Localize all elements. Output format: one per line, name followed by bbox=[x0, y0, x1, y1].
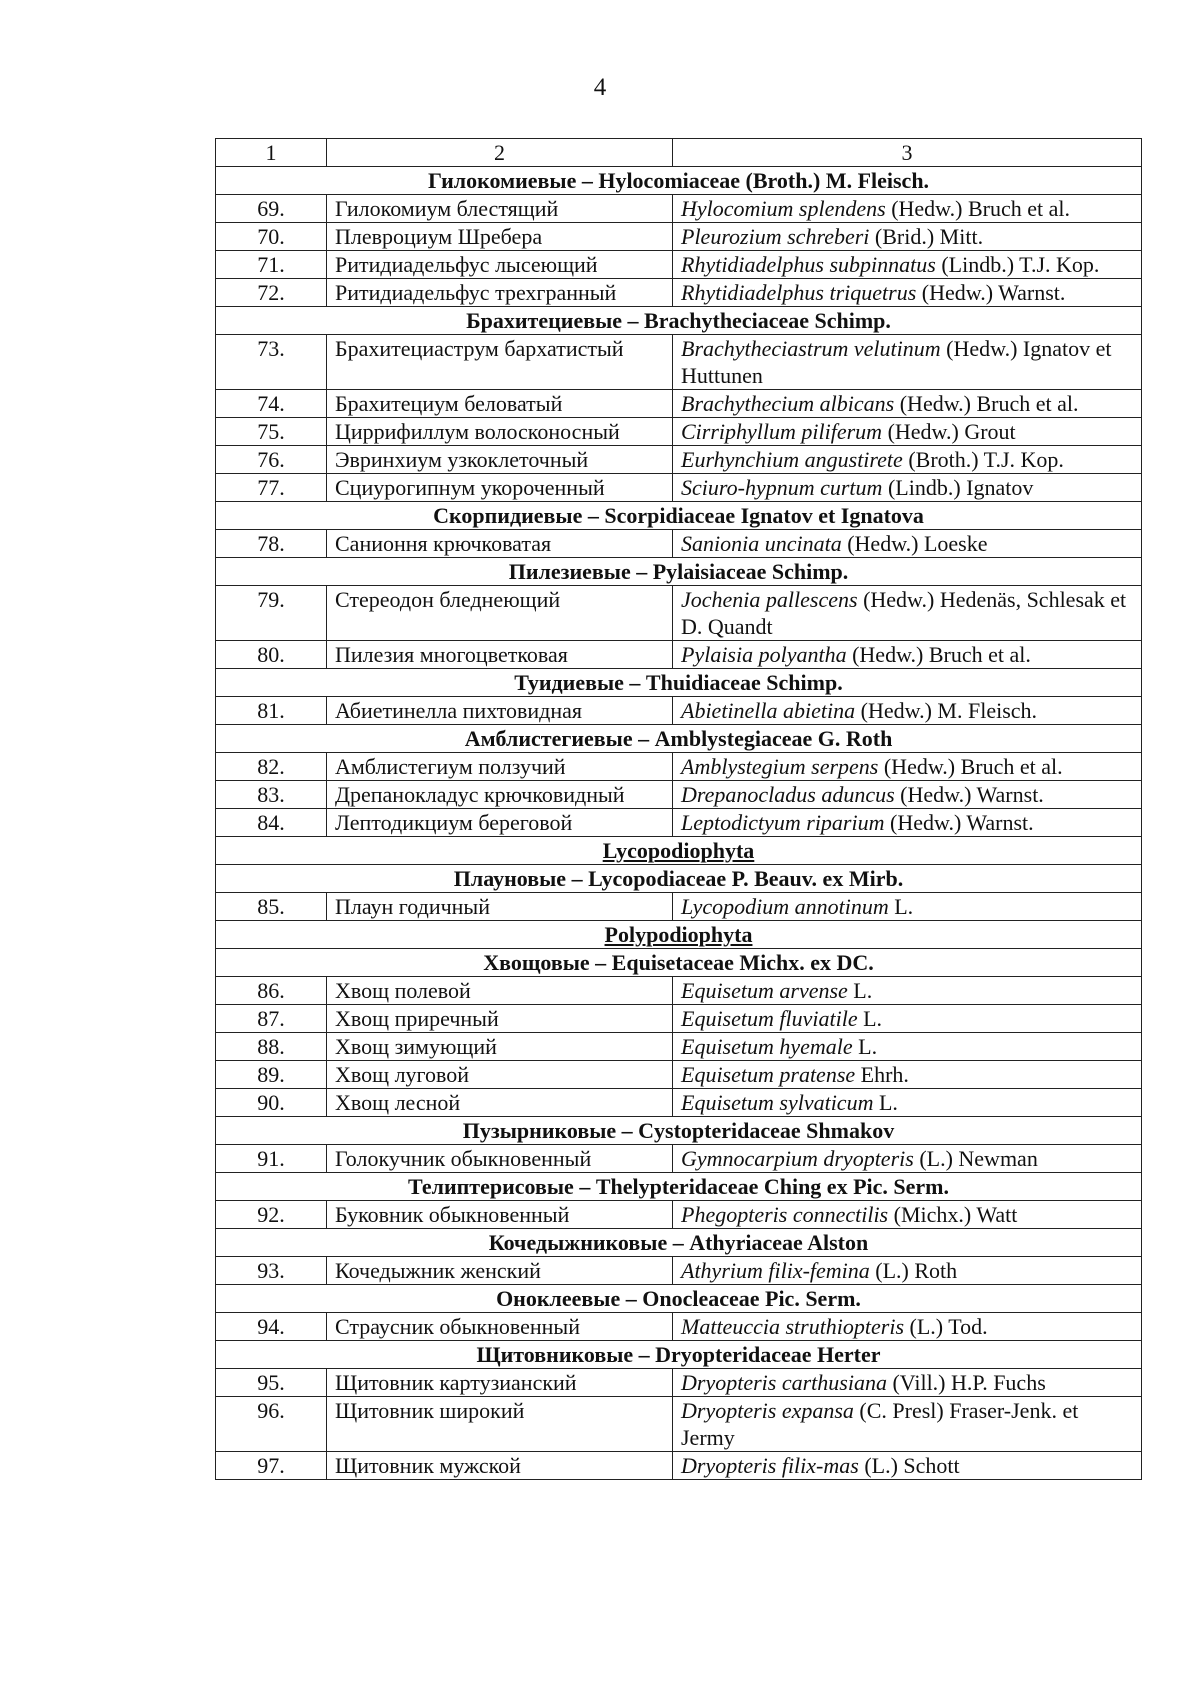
species-row bbox=[216, 195, 1142, 223]
family-heading: Пилезиевые – Pylaisiaceae Schimp. bbox=[216, 558, 1142, 586]
family-heading: Оноклеевые – Onocleaceae Pic. Serm. bbox=[216, 1285, 1142, 1313]
latin-authority: (Hedw.) Loeske bbox=[841, 531, 988, 556]
species-number: 93. bbox=[216, 1257, 327, 1285]
species-row bbox=[216, 1033, 1142, 1061]
latin-authority: (Hedw.) M. Fleisch. bbox=[855, 698, 1038, 723]
russian-name: Лептодикциум береговой bbox=[327, 809, 673, 837]
latin-binomial: Cirriphyllum piliferum bbox=[681, 419, 883, 444]
latin-binomial: Athyrium filix-femina bbox=[681, 1258, 870, 1283]
species-number: 80. bbox=[216, 641, 327, 669]
russian-name: Ритидиадельфус лысеющий bbox=[327, 251, 673, 279]
species-row bbox=[216, 446, 1142, 474]
latin-authority: (Lindb.) Ignatov bbox=[882, 475, 1034, 500]
species-number: 83. bbox=[216, 781, 327, 809]
division-row bbox=[216, 921, 1142, 949]
species-number: 88. bbox=[216, 1033, 327, 1061]
latin-binomial: Equisetum arvense bbox=[681, 978, 848, 1003]
russian-name: Амблистегиум ползучий bbox=[327, 753, 673, 781]
russian-name: Санионня крючковатая bbox=[327, 530, 673, 558]
latin-authority: L. bbox=[857, 1006, 883, 1031]
latin-binomial: Equisetum sylvaticum bbox=[681, 1090, 874, 1115]
column-number-2: 2 bbox=[327, 139, 673, 167]
column-number-3: 3 bbox=[673, 139, 1142, 167]
species-row bbox=[216, 390, 1142, 418]
latin-name bbox=[673, 390, 1142, 418]
family-heading: Амблистегиевые – Amblystegiaceae G. Roth bbox=[216, 725, 1142, 753]
russian-name: Хвощ луговой bbox=[327, 1061, 673, 1089]
species-row bbox=[216, 809, 1142, 837]
column-number-1: 1 bbox=[216, 139, 327, 167]
russian-name: Голокучник обыкновенный bbox=[327, 1145, 673, 1173]
latin-authority: (C. Presl) Fraser-Jenk. et Jermy bbox=[681, 1398, 1079, 1450]
latin-binomial: Dryopteris expansa bbox=[681, 1398, 854, 1423]
latin-binomial: Dryopteris carthusiana bbox=[681, 1370, 887, 1395]
latin-binomial: Drepanocladus aduncus bbox=[681, 782, 895, 807]
russian-name: Буковник обыкновенный bbox=[327, 1201, 673, 1229]
latin-name bbox=[673, 1061, 1142, 1089]
species-number: 92. bbox=[216, 1201, 327, 1229]
latin-name bbox=[673, 418, 1142, 446]
latin-name bbox=[673, 697, 1142, 725]
russian-name: Дрепанокладус крючковидный bbox=[327, 781, 673, 809]
latin-authority: L. bbox=[852, 1034, 878, 1059]
latin-name bbox=[673, 1313, 1142, 1341]
latin-binomial: Sciuro-hypnum curtum bbox=[681, 475, 883, 500]
species-number: 90. bbox=[216, 1089, 327, 1117]
species-row bbox=[216, 1201, 1142, 1229]
species-number: 70. bbox=[216, 223, 327, 251]
family-heading: Брахитециевые – Brachytheciaceae Schimp. bbox=[216, 307, 1142, 335]
latin-authority: (Hedw.) Warnst. bbox=[884, 810, 1034, 835]
page-number: 4 bbox=[593, 74, 607, 101]
latin-name bbox=[673, 1452, 1142, 1480]
family-row bbox=[216, 1117, 1142, 1145]
family-row bbox=[216, 1285, 1142, 1313]
latin-name bbox=[673, 1145, 1142, 1173]
russian-name: Гилокомиум блестящий bbox=[327, 195, 673, 223]
species-number: 87. bbox=[216, 1005, 327, 1033]
family-heading: Гилокомиевые – Hylocomiaceae (Broth.) M. Fleisch. bbox=[216, 167, 1142, 195]
latin-name bbox=[673, 251, 1142, 279]
species-number: 97. bbox=[216, 1452, 327, 1480]
russian-name: Кочедыжник женский bbox=[327, 1257, 673, 1285]
species-number: 78. bbox=[216, 530, 327, 558]
latin-name bbox=[673, 1201, 1142, 1229]
species-row bbox=[216, 251, 1142, 279]
latin-authority: (Vill.) H.P. Fuchs bbox=[886, 1370, 1046, 1395]
latin-name bbox=[673, 1005, 1142, 1033]
species-number: 75. bbox=[216, 418, 327, 446]
species-row bbox=[216, 335, 1142, 390]
species-row bbox=[216, 893, 1142, 921]
latin-binomial: Amblystegium serpens bbox=[681, 754, 879, 779]
latin-name bbox=[673, 641, 1142, 669]
species-table bbox=[215, 138, 1142, 1480]
russian-name: Стереодон бледнеющий bbox=[327, 586, 673, 641]
species-row bbox=[216, 1005, 1142, 1033]
species-number: 95. bbox=[216, 1369, 327, 1397]
latin-authority: (Brid.) Mitt. bbox=[869, 224, 984, 249]
species-row bbox=[216, 1369, 1142, 1397]
family-row bbox=[216, 502, 1142, 530]
species-row bbox=[216, 641, 1142, 669]
latin-binomial: Brachythecium albicans bbox=[681, 391, 895, 416]
latin-binomial: Gymnocarpium dryopteris bbox=[681, 1146, 914, 1171]
family-row bbox=[216, 669, 1142, 697]
family-row bbox=[216, 1173, 1142, 1201]
russian-name: Эвринхиум узкоклеточный bbox=[327, 446, 673, 474]
latin-binomial: Jochenia pallescens bbox=[681, 587, 858, 612]
latin-authority: (L.) Newman bbox=[913, 1146, 1038, 1171]
latin-binomial: Pylaisia polyantha bbox=[681, 642, 847, 667]
latin-authority: (Broth.) T.J. Kop. bbox=[902, 447, 1064, 472]
latin-binomial: Hylocomium splendens bbox=[681, 196, 886, 221]
russian-name: Плаун годичный bbox=[327, 893, 673, 921]
species-number: 79. bbox=[216, 586, 327, 641]
species-number: 69. bbox=[216, 195, 327, 223]
family-heading: Кочедыжниковые – Athyriaceae Alston bbox=[216, 1229, 1142, 1257]
latin-binomial: Leptodictyum riparium bbox=[681, 810, 885, 835]
family-row bbox=[216, 558, 1142, 586]
latin-authority: (L.) Schott bbox=[858, 1453, 960, 1478]
latin-binomial: Equisetum fluviatile bbox=[681, 1006, 858, 1031]
division-heading: Polypodiophyta bbox=[216, 921, 1142, 949]
russian-name: Абиетинелла пихтовидная bbox=[327, 697, 673, 725]
russian-name: Хвощ полевой bbox=[327, 977, 673, 1005]
latin-authority: (Hedw.) Hedenäs, Schlesak et D. Quandt bbox=[681, 587, 1127, 639]
latin-authority: L. bbox=[888, 894, 914, 919]
russian-name: Сциурогипнум укороченный bbox=[327, 474, 673, 502]
family-heading: Хвощовые – Equisetaceae Michx. ex DC. bbox=[216, 949, 1142, 977]
latin-binomial: Rhytidiadelphus subpinnatus bbox=[681, 252, 936, 277]
latin-name bbox=[673, 781, 1142, 809]
latin-name bbox=[673, 893, 1142, 921]
species-row bbox=[216, 1061, 1142, 1089]
latin-name bbox=[673, 335, 1142, 390]
latin-name bbox=[673, 753, 1142, 781]
species-number: 76. bbox=[216, 446, 327, 474]
latin-binomial: Eurhynchium angustirete bbox=[681, 447, 903, 472]
latin-name bbox=[673, 530, 1142, 558]
species-number: 77. bbox=[216, 474, 327, 502]
family-row bbox=[216, 167, 1142, 195]
family-row bbox=[216, 307, 1142, 335]
latin-binomial: Rhytidiadelphus triquetrus bbox=[681, 280, 917, 305]
species-row bbox=[216, 474, 1142, 502]
latin-binomial: Equisetum hyemale bbox=[681, 1034, 853, 1059]
species-table-body bbox=[216, 139, 1142, 1480]
russian-name: Брахитециаструм бархатистый bbox=[327, 335, 673, 390]
latin-binomial: Pleurozium schreberi bbox=[681, 224, 870, 249]
latin-binomial: Matteuccia struthiopteris bbox=[681, 1314, 905, 1339]
species-number: 74. bbox=[216, 390, 327, 418]
latin-binomial: Sanionia uncinata bbox=[681, 531, 842, 556]
russian-name: Щитовник широкий bbox=[327, 1397, 673, 1452]
latin-name bbox=[673, 1257, 1142, 1285]
russian-name: Циррифиллум волосконосный bbox=[327, 418, 673, 446]
russian-name: Брахитециум беловатый bbox=[327, 390, 673, 418]
species-number: 72. bbox=[216, 279, 327, 307]
species-number: 91. bbox=[216, 1145, 327, 1173]
family-row bbox=[216, 1341, 1142, 1369]
species-row bbox=[216, 697, 1142, 725]
latin-authority: (Lindb.) T.J. Kop. bbox=[935, 252, 1100, 277]
latin-authority: (Hedw.) Warnst. bbox=[916, 280, 1066, 305]
column-number-row bbox=[216, 139, 1142, 167]
latin-binomial: Dryopteris filix-mas bbox=[681, 1453, 859, 1478]
latin-authority: (Hedw.) Bruch et al. bbox=[885, 196, 1070, 221]
species-row bbox=[216, 1313, 1142, 1341]
latin-name bbox=[673, 1033, 1142, 1061]
latin-name bbox=[673, 474, 1142, 502]
latin-authority: Ehrh. bbox=[855, 1062, 909, 1087]
latin-name bbox=[673, 446, 1142, 474]
latin-authority: L. bbox=[847, 978, 873, 1003]
species-row bbox=[216, 1145, 1142, 1173]
latin-binomial: Brachytheciastrum velutinum bbox=[681, 336, 941, 361]
species-number: 84. bbox=[216, 809, 327, 837]
latin-authority: (L.) Roth bbox=[869, 1258, 958, 1283]
latin-name bbox=[673, 977, 1142, 1005]
latin-name bbox=[673, 1369, 1142, 1397]
russian-name: Хвощ лесной bbox=[327, 1089, 673, 1117]
species-number: 73. bbox=[216, 335, 327, 390]
family-row bbox=[216, 865, 1142, 893]
family-heading: Щитовниковые – Dryopteridaceae Herter bbox=[216, 1341, 1142, 1369]
latin-binomial: Phegopteris connectilis bbox=[681, 1202, 889, 1227]
family-heading: Телиптерисовые – Thelypteridaceae Ching ex Pic. Serm. bbox=[216, 1173, 1142, 1201]
species-number: 82. bbox=[216, 753, 327, 781]
russian-name: Хвощ приречный bbox=[327, 1005, 673, 1033]
family-heading: Пузырниковые – Cystopteridaceae Shmakov bbox=[216, 1117, 1142, 1145]
species-row bbox=[216, 977, 1142, 1005]
family-heading: Туидиевые – Thuidiaceae Schimp. bbox=[216, 669, 1142, 697]
russian-name: Щитовник мужской bbox=[327, 1452, 673, 1480]
latin-authority: (Hedw.) Grout bbox=[882, 419, 1016, 444]
latin-name bbox=[673, 223, 1142, 251]
latin-authority: (Hedw.) Bruch et al. bbox=[894, 391, 1079, 416]
species-number: 71. bbox=[216, 251, 327, 279]
species-number: 86. bbox=[216, 977, 327, 1005]
latin-name bbox=[673, 1397, 1142, 1452]
latin-name bbox=[673, 586, 1142, 641]
species-number: 89. bbox=[216, 1061, 327, 1089]
family-row bbox=[216, 949, 1142, 977]
latin-binomial: Equisetum pratense bbox=[681, 1062, 856, 1087]
species-row bbox=[216, 1089, 1142, 1117]
latin-authority: (Hedw.) Warnst. bbox=[894, 782, 1044, 807]
latin-name bbox=[673, 1089, 1142, 1117]
species-number: 96. bbox=[216, 1397, 327, 1452]
latin-name bbox=[673, 809, 1142, 837]
species-row bbox=[216, 781, 1142, 809]
russian-name: Ритидиадельфус трехгранный bbox=[327, 279, 673, 307]
latin-authority: L. bbox=[873, 1090, 898, 1115]
species-number: 81. bbox=[216, 697, 327, 725]
species-row bbox=[216, 418, 1142, 446]
latin-name bbox=[673, 279, 1142, 307]
russian-name: Щитовник картузианский bbox=[327, 1369, 673, 1397]
species-number: 94. bbox=[216, 1313, 327, 1341]
family-row bbox=[216, 725, 1142, 753]
latin-name bbox=[673, 195, 1142, 223]
division-heading: Lycopodiophyta bbox=[216, 837, 1142, 865]
russian-name: Плевроциум Шребера bbox=[327, 223, 673, 251]
family-heading: Скорпидиевые – Scorpidiaceae Ignatov et Ignatova bbox=[216, 502, 1142, 530]
species-row bbox=[216, 1257, 1142, 1285]
latin-authority: (L.) Tod. bbox=[904, 1314, 988, 1339]
species-row bbox=[216, 223, 1142, 251]
latin-authority: (Hedw.) Bruch et al. bbox=[878, 754, 1063, 779]
family-heading: Плауновые – Lycopodiaceae P. Beauv. ex Mirb. bbox=[216, 865, 1142, 893]
russian-name: Страусник обыкновенный bbox=[327, 1313, 673, 1341]
latin-authority: (Michx.) Watt bbox=[888, 1202, 1018, 1227]
species-row bbox=[216, 1397, 1142, 1452]
species-number: 85. bbox=[216, 893, 327, 921]
russian-name: Пилезия многоцветковая bbox=[327, 641, 673, 669]
species-row bbox=[216, 279, 1142, 307]
latin-authority: (Hedw.) Bruch et al. bbox=[846, 642, 1031, 667]
species-row bbox=[216, 753, 1142, 781]
division-row bbox=[216, 837, 1142, 865]
latin-binomial: Lycopodium annotinum bbox=[681, 894, 889, 919]
species-row bbox=[216, 586, 1142, 641]
species-row bbox=[216, 1452, 1142, 1480]
russian-name: Хвощ зимующий bbox=[327, 1033, 673, 1061]
latin-binomial: Abietinella abietina bbox=[681, 698, 856, 723]
family-row bbox=[216, 1229, 1142, 1257]
species-row bbox=[216, 530, 1142, 558]
latin-authority: (Hedw.) Ignatov et Huttunen bbox=[681, 336, 1112, 388]
